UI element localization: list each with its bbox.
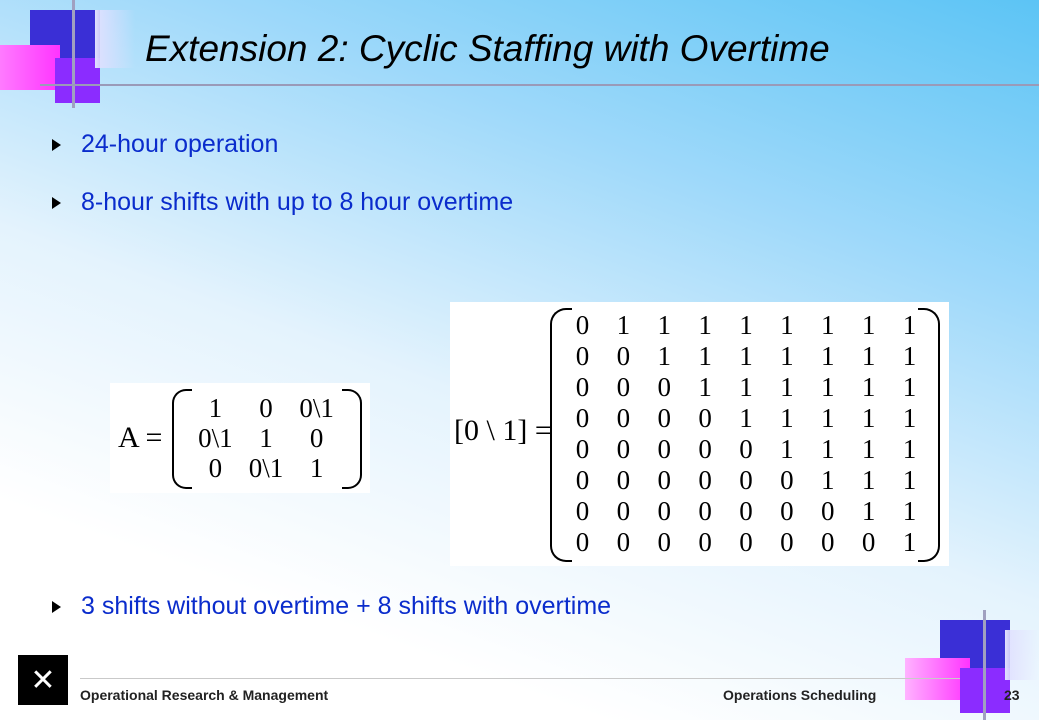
bullet-2 (52, 188, 513, 217)
matrix-cell: 1 (657, 341, 671, 371)
bullet-1 (52, 130, 278, 159)
matrix-cell: 0 (698, 434, 712, 464)
bullet-2-text: 8-hour shifts with up to 8 hour overtime (81, 188, 514, 216)
matrix-cell: 0 (739, 434, 753, 464)
matrix-cell: 1 (902, 341, 917, 371)
matrix-cell: 0 (657, 496, 671, 526)
matrix-cell: 1 (780, 341, 794, 371)
bullet-3 (52, 592, 611, 621)
matrix-cell: 1 (739, 372, 753, 402)
matrix-cell: 1 (698, 372, 712, 402)
matrix-cell: 0 (575, 341, 590, 371)
footer-right: Operations Scheduling (723, 687, 877, 703)
matrix-cell: 0 (208, 453, 223, 483)
corner-decoration-bottom (905, 610, 1039, 720)
matrix-cell: 1 (698, 341, 712, 371)
footer-divider (80, 678, 960, 679)
matrix-cell: 1 (780, 372, 794, 402)
matrix-cell: 0 (616, 341, 631, 371)
matrix-cell: 1 (821, 372, 835, 402)
matrix-cell: 1 (902, 527, 917, 557)
matrix-cell: 0\1 (248, 453, 284, 483)
matrix-cell: 1 (739, 403, 753, 433)
matrix-cell: 1 (780, 310, 794, 340)
matrix-cell: 0 (309, 423, 324, 453)
matrix-cell: 0 (616, 434, 631, 464)
corner-decoration-top (0, 0, 140, 110)
matrix-cell: 0\1 (198, 423, 233, 453)
equation-a-matrix (190, 393, 342, 483)
matrix-cell: 0 (821, 527, 835, 557)
matrix-cell: 0 (821, 496, 835, 526)
matrix-cell: 0 (780, 465, 794, 495)
matrix-cell: 1 (861, 310, 876, 340)
matrix-cell: 0 (698, 403, 712, 433)
matrix-cell: 1 (821, 434, 835, 464)
matrix-cell: 0 (780, 527, 794, 557)
matrix-cell: 0 (575, 403, 590, 433)
matrix-cell: 1 (861, 465, 876, 495)
matrix-cell: 1 (861, 341, 876, 371)
footer-left: Operational Research & Management (80, 687, 329, 703)
matrix-cell: 1 (861, 496, 876, 526)
matrix-cell: 1 (739, 310, 753, 340)
bullet-arrow-icon (52, 139, 61, 151)
matrix-cell: 1 (861, 372, 876, 402)
matrix-cell: 0 (657, 372, 671, 402)
matrix-cell: 0 (259, 393, 273, 423)
matrix-cell: 1 (902, 403, 917, 433)
slide-title: Extension 2: Cyclic Staffing with Overtime (145, 28, 830, 69)
matrix-cell: 1 (780, 434, 794, 464)
matrix-cell: 1 (902, 434, 917, 464)
matrix-cell: 1 (259, 423, 273, 453)
matrix-cell: 1 (902, 310, 917, 340)
matrix-cell: 1 (861, 434, 876, 464)
matrix-cell: 0 (575, 372, 590, 402)
matrix-cell: 1 (902, 465, 917, 495)
matrix-cell: 1 (821, 465, 835, 495)
matrix-cell: 1 (616, 310, 631, 340)
bullet-arrow-icon (52, 601, 61, 613)
matrix-cell: 0 (698, 496, 712, 526)
equation-b-matrix (562, 310, 930, 558)
matrix-cell: 0 (616, 372, 631, 402)
matrix-cell: 0 (861, 527, 876, 557)
matrix-cell: 0 (575, 434, 590, 464)
matrix-cell: 0 (616, 496, 631, 526)
matrix-cell: 0 (616, 403, 631, 433)
matrix-cell: 1 (739, 341, 753, 371)
matrix-cell: 0 (657, 527, 671, 557)
equation-b (450, 302, 949, 566)
matrix-cell: 1 (698, 310, 712, 340)
left-paren (172, 389, 192, 489)
matrix-cell: 1 (208, 393, 223, 423)
matrix-cell: 0 (698, 527, 712, 557)
matrix-cell: 0 (698, 465, 712, 495)
matrix-cell: 0 (575, 527, 590, 557)
matrix-cell: 1 (902, 496, 917, 526)
matrix-cell: 1 (821, 310, 835, 340)
matrix-cell: 0 (657, 403, 671, 433)
matrix-cell: 0 (575, 310, 590, 340)
equation-b-label: [0 \ 1] = (454, 414, 552, 447)
equation-a-label: A = (118, 421, 163, 454)
matrix-cell: 1 (657, 310, 671, 340)
matrix-cell: 0 (575, 465, 590, 495)
matrix-cell: 1 (821, 341, 835, 371)
matrix-cell: 1 (309, 453, 324, 483)
equation-a (110, 383, 370, 493)
matrix-cell: 0 (739, 527, 753, 557)
matrix-cell: 1 (902, 372, 917, 402)
matrix-cell: 1 (861, 403, 876, 433)
matrix-cell: 0\1 (299, 393, 334, 423)
matrix-cell: 1 (780, 403, 794, 433)
matrix-cell: 0 (616, 527, 631, 557)
matrix-cell: 0 (739, 496, 753, 526)
matrix-cell: 0 (575, 496, 590, 526)
matrix-cell: 0 (739, 465, 753, 495)
bullet-1-text: 24-hour operation (81, 130, 279, 158)
bullet-arrow-icon (52, 197, 61, 209)
matrix-cell: 0 (657, 434, 671, 464)
right-paren (342, 389, 362, 489)
matrix-cell: 0 (780, 496, 794, 526)
title-divider (40, 84, 1039, 86)
matrix-cell: 0 (616, 465, 631, 495)
matrix-cell: 0 (657, 465, 671, 495)
matrix-cell: 1 (821, 403, 835, 433)
bullet-3-text: 3 shifts without overtime + 8 shifts with overtime (81, 592, 612, 620)
uva-logo-icon: ✕ (18, 655, 68, 705)
page-number: 23 (1004, 687, 1020, 703)
